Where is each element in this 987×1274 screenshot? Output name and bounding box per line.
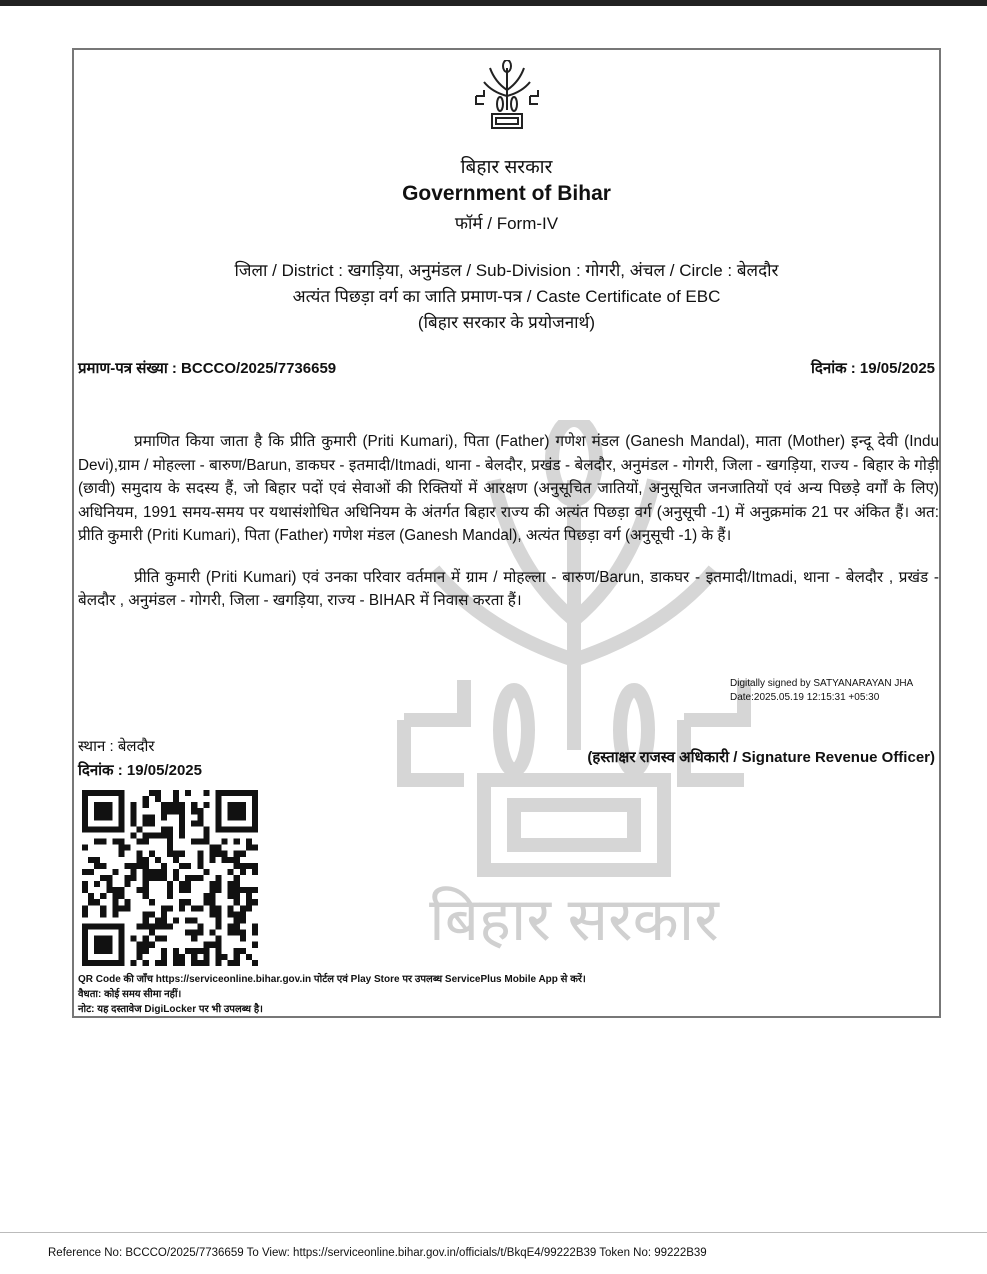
title-english: Government of Bihar bbox=[402, 182, 611, 205]
watermark-text: बिहार सरकार bbox=[429, 886, 719, 953]
purpose-line: (बिहार सरकार के प्रयोजनार्थ) bbox=[417, 313, 596, 332]
issue-date: दिनांक : 19/05/2025 bbox=[811, 360, 935, 377]
digital-sign-date: Date:2025.05.19 12:15:31 +05:30 bbox=[730, 692, 880, 703]
digital-signature bbox=[730, 677, 913, 705]
note-digilocker: नोट: यह दस्तावेज DigiLocker पर भी उपलब्ध है। bbox=[78, 1004, 263, 1015]
paragraph-2: प्रीति कुमारी (Priti Kumari) एवं उनका परिवार वर्तमान में ग्राम / मोहल्ला - बारुण/Barun, डाकघर - इतमादी/Itmadi, थाना - बेलदौर , प्रखंड - बेलदौर , अनुमंडल - गोगरी, जिला - खगड़िया, राज्य - BIHAR में निवास करता हैं। bbox=[78, 568, 939, 609]
paragraph-1: प्रमाणित किया जाता है कि प्रीति कुमारी (Priti Kumari), पिता (Father) गणेश मंडल (Ganesh Mandal), माता (Mother) इन्दू देवी (Indu Devi),ग्राम / मोहल्ला - बारुण/Barun, डाकघर - इतमादी/Itmadi, थाना - बेलदौर, प्रखंड - बेलदौर, अनुमंडल - गोगरी, जिला - खगड़िया, राज्य - बिहार के गोड़ी (छावी) समुदाय के सदस्य हैं, जो बिहार पदों एवं सेवाओं की रिक्तियों में आरक्षण (अनुसूचित जातियों, अनुसूचित जनजातियों एवं अन्य पिछड़े वर्गों के लिए) अधिनियम, 1991 समय-समय पर यथासंशोधित अधिनियम के अंतर्गत बिहार राज्य की अत्यंत पिछड़ा वर्ग (अनुसूची -1) में अनुक्रमांक 21 पर अंकित हैं। अत: प्रीति कुमारी (Priti Kumari), पिता (Father) गणेश मंडल (Ganesh Mandal), अत्यंत पिछड़ा वर्ग (अनुसूची -1) के हैं। bbox=[78, 433, 939, 544]
certificate-body bbox=[78, 430, 939, 613]
signature-label: (हस्ताक्षर राजस्व अधिकारी / Signature Revenue Officer) bbox=[587, 749, 935, 766]
emblem-logo bbox=[470, 60, 544, 132]
notes bbox=[78, 972, 586, 1017]
top-edge bbox=[0, 0, 987, 6]
digital-signer: Digitally signed by SATYANARAYAN JHA bbox=[730, 678, 914, 689]
title-hindi: बिहार सरकार bbox=[460, 157, 553, 178]
location-line: जिला / District : खगड़िया, अनुमंडल / Sub-Division : गोगरी, अंचल / Circle : बेलदौर bbox=[234, 261, 779, 280]
qr-code[interactable] bbox=[82, 790, 258, 966]
place-date: दिनांक : 19/05/2025 bbox=[78, 762, 202, 779]
footer-divider bbox=[0, 1232, 987, 1233]
place: स्थान : बेलदौर bbox=[78, 738, 155, 755]
note-qr: QR Code की जाँच https://serviceonline.bihar.gov.in पोर्टल एवं Play Store पर उपलब्ध ServicePlus Mobile App से करें। bbox=[78, 974, 586, 985]
note-validity: वैधता: कोई समय सीमा नहीं। bbox=[78, 989, 182, 1000]
footer-reference: Reference No: BCCCO/2025/7736659 To View: https://serviceonline.bihar.gov.in/officials/t/BkqE4/99222B39 Token No: 99222B39 bbox=[48, 1247, 707, 1259]
certificate-number: प्रमाण-पत्र संख्या : BCCCO/2025/7736659 bbox=[78, 360, 337, 377]
form-label: फॉर्म / Form-IV bbox=[454, 214, 559, 233]
certificate-title: अत्यंत पिछड़ा वर्ग का जाति प्रमाण-पत्र / Caste Certificate of EBC bbox=[292, 287, 721, 306]
certificate-frame bbox=[72, 48, 941, 1018]
